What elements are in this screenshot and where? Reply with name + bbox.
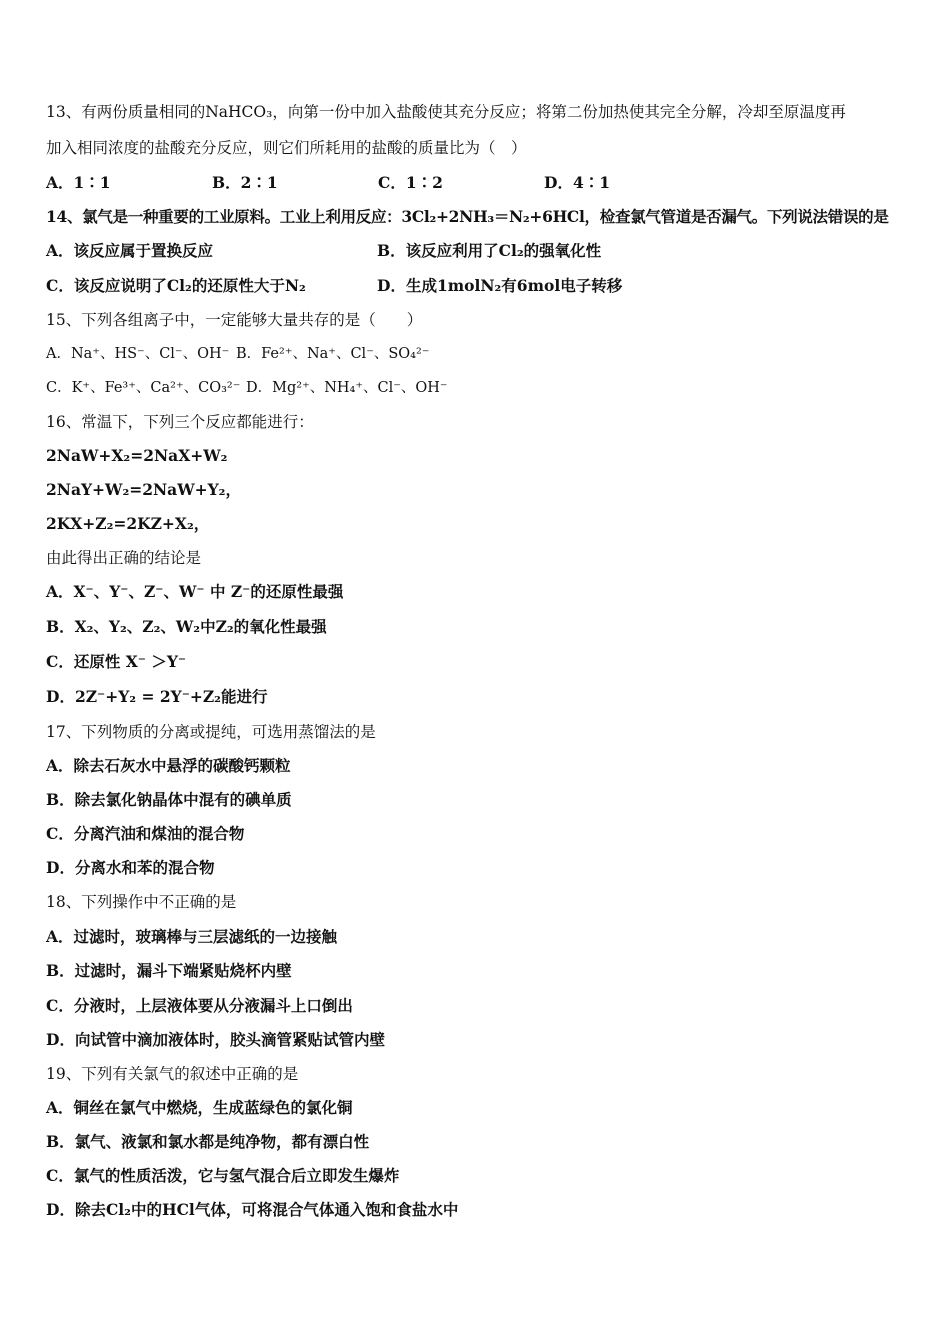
q17-stem: 17、下列物质的分离或提纯，可选用蒸馏法的是 <box>46 723 376 741</box>
q16-option-c: C．还原性 X⁻ ＞Y⁻ <box>46 652 187 671</box>
q16-option-a: A．X⁻、Y⁻、Z⁻、W⁻ 中 Z⁻的还原性最强 <box>46 582 344 601</box>
q18-option-c: C．分液时，上层液体要从分液漏斗上口倒出 <box>46 996 353 1015</box>
q15-options-row2 <box>46 378 448 398</box>
q18-stem: 18、下列操作中不正确的是 <box>46 893 237 911</box>
q15-option-b: B．Fe²⁺、Na⁺、Cl⁻、SO₄²⁻ <box>236 346 430 362</box>
q15-options-row1 <box>46 344 429 364</box>
q17-option-c: C．分离汽油和煤油的混合物 <box>46 824 245 843</box>
q17-option-d: D．分离水和苯的混合物 <box>46 858 215 877</box>
q16-reaction-3: 2KX+Z₂=2KZ+X₂， <box>46 514 210 533</box>
q19-option-a: A．铜丝在氯气中燃烧，生成蓝绿色的氯化铜 <box>46 1098 353 1117</box>
q14-stem: 14、氯气是一种重要的工业原料。工业上利用反应：3Cl₂+2NH₃＝N₂+6HCl，检查氯气管道是否漏气。下列说法错误的是 <box>46 207 889 226</box>
q15-option-c: C．K⁺、Fe³⁺、Ca²⁺、CO₃²⁻ <box>46 380 241 396</box>
q17-option-a: A．除去石灰水中悬浮的碳酸钙颗粒 <box>46 756 291 775</box>
q19-option-b: B．氯气、液氯和氯水都是纯净物，都有漂白性 <box>46 1132 370 1151</box>
q13-option-a: A．1∶1 <box>46 173 111 192</box>
q16-reaction-2: 2NaY+W₂=2NaW+Y₂， <box>46 480 241 499</box>
q13-stem-line2: 加入相同浓度的盐酸充分反应，则它们所耗用的盐酸的质量比为（ ） <box>46 139 527 157</box>
q14-options-row2 <box>46 276 622 296</box>
q13-options <box>46 173 610 193</box>
q13-option-d: D．4∶1 <box>544 173 611 192</box>
q17-option-b: B．除去氯化钠晶体中混有的碘单质 <box>46 790 292 809</box>
q19-option-d: D．除去Cl₂中的HCl气体，可将混合气体通入饱和食盐水中 <box>46 1200 459 1219</box>
q18-option-b: B．过滤时，漏斗下端紧贴烧杯内壁 <box>46 961 292 980</box>
q15-option-d: D．Mg²⁺、NH₄⁺、Cl⁻、OH⁻ <box>246 380 448 396</box>
q16-conclusion: 由此得出正确的结论是 <box>46 549 202 567</box>
q18-option-d: D．向试管中滴加液体时，胶头滴管紧贴试管内壁 <box>46 1030 385 1049</box>
q18-option-a: A．过滤时，玻璃棒与三层滤纸的一边接触 <box>46 927 338 946</box>
q16-stem: 16、常温下，下列三个反应都能进行： <box>46 413 314 431</box>
q14-options-row1 <box>46 241 601 261</box>
q14-option-d: D．生成1molN₂有6mol电子转移 <box>377 276 623 295</box>
q19-stem: 19、下列有关氯气的叙述中正确的是 <box>46 1065 299 1083</box>
q15-option-a: A．Na⁺、HS⁻、Cl⁻、OH⁻ <box>46 346 230 362</box>
q16-option-d: D．2Z⁻+Y₂ = 2Y⁻+Z₂能进行 <box>46 687 268 706</box>
q16-option-b: B．X₂、Y₂、Z₂、W₂中Z₂的氧化性最强 <box>46 617 327 636</box>
q19-option-c: C．氯气的性质活泼，它与氢气混合后立即发生爆炸 <box>46 1166 400 1185</box>
q13-option-c: C．1∶2 <box>378 173 443 192</box>
q14-option-b: B．该反应利用了Cl₂的强氧化性 <box>377 241 602 260</box>
q15-stem: 15、下列各组离子中，一定能够大量共存的是（ ） <box>46 311 423 329</box>
q14-option-c: C．该反应说明了Cl₂的还原性大于N₂ <box>46 276 306 295</box>
q14-option-a: A．该反应属于置换反应 <box>46 241 214 260</box>
q16-reaction-1: 2NaW+X₂=2NaX+W₂ <box>46 446 228 465</box>
q13-stem-line1: 13、有两份质量相同的NaHCO₃，向第一份中加入盐酸使其充分反应；将第二份加热使其完全分解，冷却至原温度再 <box>46 103 846 121</box>
q13-option-b: B．2∶1 <box>212 173 278 192</box>
